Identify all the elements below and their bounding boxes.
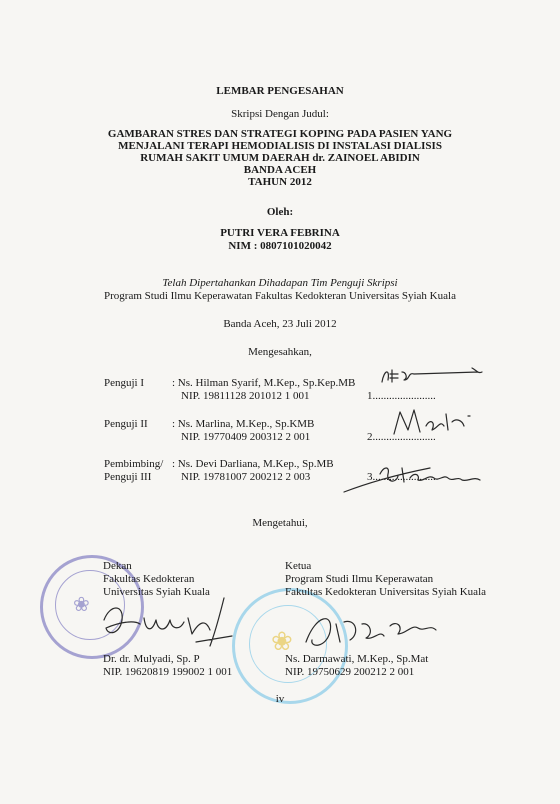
thesis-title-line-2: MENJALANI TERAPI HEMODIALISIS DI INSTALASI DIALISIS (118, 140, 442, 152)
examiner-3-role-line2: Penguji III (104, 471, 152, 483)
place-date: Banda Aceh, 23 Juli 2012 (223, 318, 337, 330)
page-heading: LEMBAR PENGESAHAN (216, 85, 344, 97)
examiner-1-name: : Ns. Hilman Syarif, M.Kep., Sp.Kep.MB (172, 377, 356, 389)
right-signer-line1: Ketua (285, 560, 312, 572)
dean-signature (100, 590, 240, 650)
examiner-3-role: Pembimbing/ (104, 458, 164, 470)
thesis-title-line-4: BANDA ACEH (243, 164, 317, 176)
examiner-3-name: : Ns. Devi Darliana, M.Kep., Sp.MB (172, 458, 334, 470)
author-name: PUTRI VERA FEBRINA (220, 227, 340, 239)
thesis-title-line-3: RUMAH SAKIT UMUM DAERAH dr. ZAINOEL ABIDIN (140, 152, 420, 164)
thesis-title-line-1: GAMBARAN STRES DAN STRATEGI KOPING PADA PASIEN YANG (107, 128, 453, 140)
right-signer-nip: NIP. 19750629 200212 2 001 (285, 666, 415, 678)
left-signer-line1: Dekan (103, 560, 132, 572)
left-signer-nip: NIP. 19620819 199002 1 001 (103, 666, 233, 678)
university-stamp: ❀ (232, 588, 348, 704)
subheading: Skripsi Dengan Judul: (231, 108, 329, 120)
examiner-2-name: : Ns. Marlina, M.Kep., Sp.KMB (172, 418, 315, 430)
left-signer-line2: Fakultas Kedokteran (103, 573, 195, 585)
examiner-3-sign-line: 3....................... (367, 471, 436, 483)
faculty-stamp: ❀ (40, 555, 144, 659)
examiner-2-role: Penguji II (104, 418, 148, 430)
left-signer-name: Dr. dr. Mulyadi, Sp. P (103, 653, 200, 665)
author-nim: NIM : 0807101020042 (228, 240, 332, 252)
by-label: Oleh: (266, 206, 294, 218)
examiner-2-nip: NIP. 19770409 200312 2 001 (181, 431, 311, 443)
examiner-1-role: Penguji I (104, 377, 145, 389)
examiner-1-sign-line: 1....................... (367, 390, 436, 402)
thesis-title-line-5: TAHUN 2012 (248, 176, 312, 188)
page-number: iv (275, 693, 285, 705)
examiner-1-nip: NIP. 19811128 201012 1 001 (181, 390, 310, 402)
right-signer-line2: Program Studi Ilmu Keperawatan (285, 573, 434, 585)
examiner-3-signature (340, 456, 490, 496)
chair-signature (300, 604, 450, 652)
examiner-1-signature (378, 364, 488, 392)
defended-line: Telah Dipertahankan Dihadapan Tim Penguji Skripsi (162, 277, 398, 289)
examiner-3-nip: NIP. 19781007 200212 2 003 (181, 471, 311, 483)
left-signer-line3: Universitas Syiah Kuala (103, 586, 210, 598)
examiner-2-signature (390, 404, 480, 438)
right-signer-line3: Fakultas Kedokteran Universitas Syiah Kuala (285, 586, 487, 598)
ratify-label: Mengesahkan, (248, 346, 312, 358)
right-signer-name: Ns. Darmawati, M.Kep., Sp.Mat (285, 653, 429, 665)
examiner-2-sign-line: 2....................... (367, 431, 436, 443)
acknowledge-label: Mengetahui, (252, 517, 308, 529)
program-line: Program Studi Ilmu Keperawatan Fakultas Kedokteran Universitas Syiah Kuala (104, 290, 456, 302)
